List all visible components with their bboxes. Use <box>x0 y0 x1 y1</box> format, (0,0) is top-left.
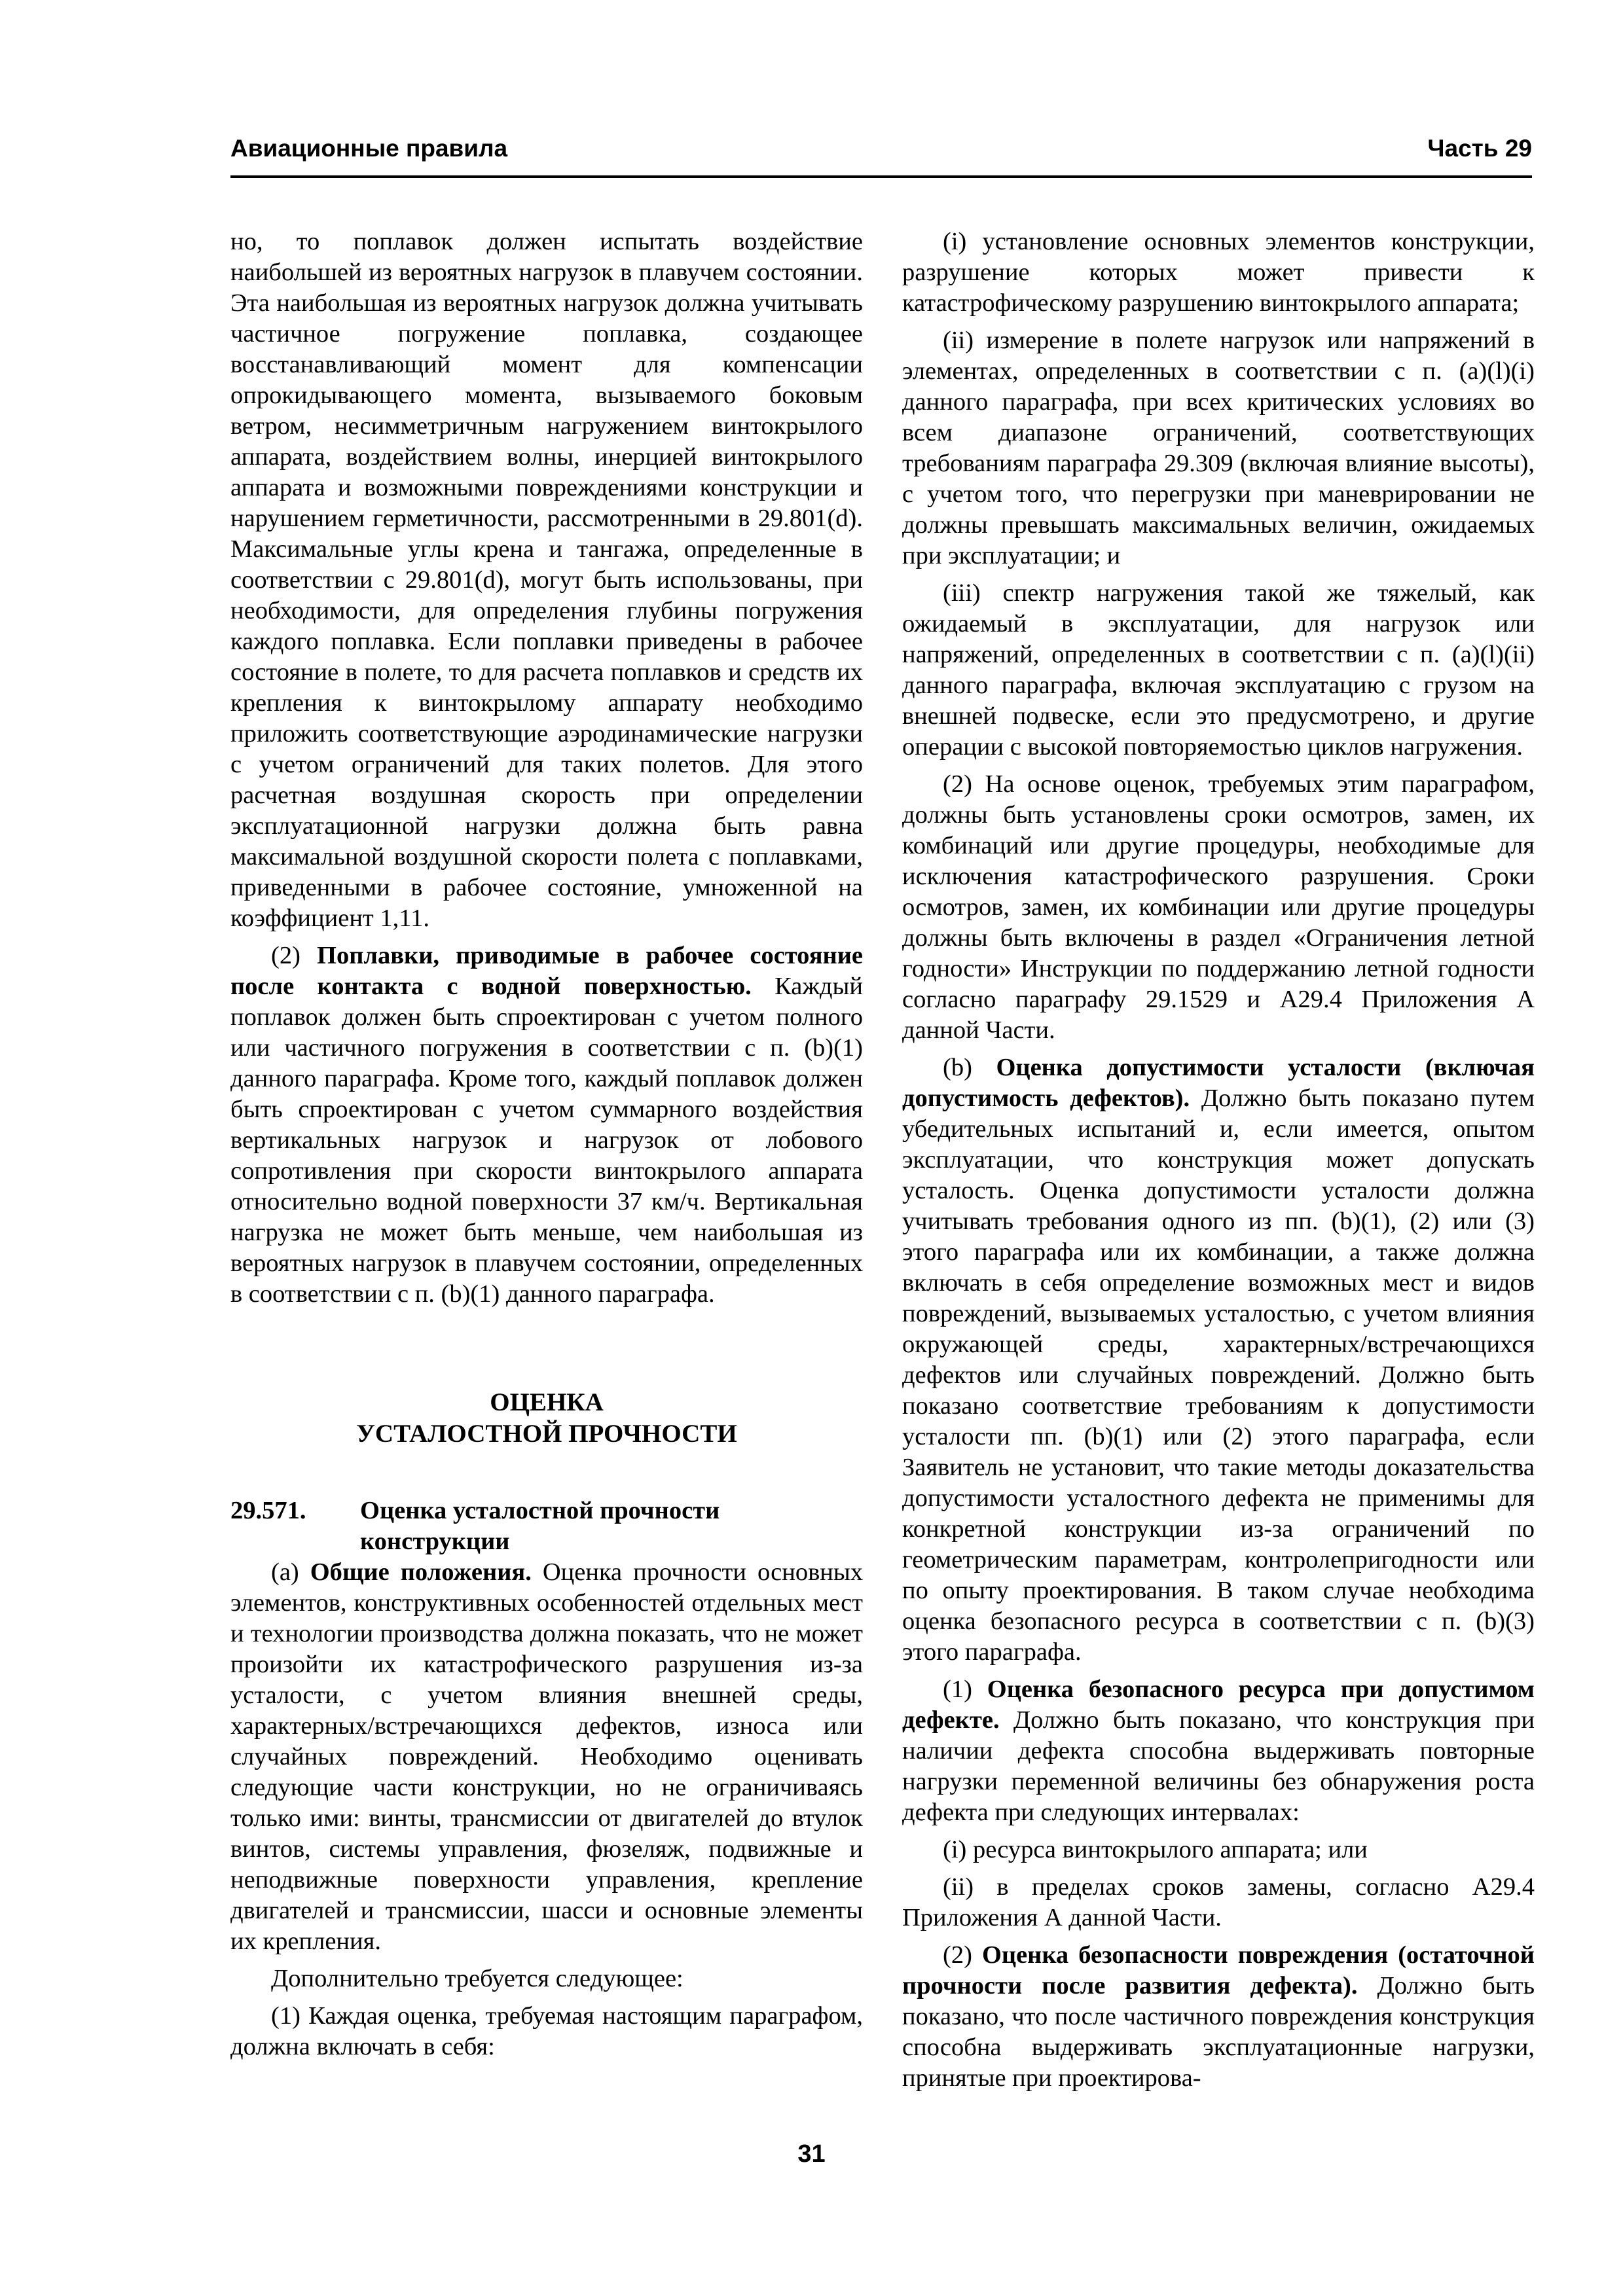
paragraph-title: Оценка усталостной прочности конструкции <box>360 1497 720 1555</box>
paragraph: (2) На основе оценок, требуемых этим параграфом, должны быть установлены сроки осмотров, замен, их комбинаций или другие процедуры, необходимые для исключения катастрофического разрушения. Сроки осмотров, замен, их комбинации или другие процедуры должны быть включены в раздел «Ограничения летной годности» Инструкции по поддержанию летной годности согласно параграфу 29.1529 и А29.4 Приложения А данной Части. <box>902 770 1535 1044</box>
header-rule <box>230 175 1532 178</box>
left-column <box>230 226 863 2069</box>
section-heading-line: ОЦЕНКА <box>490 1388 604 1416</box>
paragraph: но, то поплавок должен испытать воздействие наибольшей из вероятных нагрузок в плавучем состоянии. Эта наибольшая из вероятных нагрузок должна учитывать частичное погружение поплавка, создающее восстанавливающий момент для компенсации опрокидывающего момента, вызываемого боковым ветром, несимметричным нагружением винтокрылого аппарата, воздействием волны, инерцией винтокрылого аппарата и возможными повреждениями конструкции и нарушением герметичности, рассмотренными в 29.801(d). Максимальные углы крена и тангажа, определенные в соответствии с 29.801(d), могут быть использованы, при необходимости, для определения глубины погружения каждого поплавка. Если поплавки приведены в рабочее состояние в полете, то для расчета поплавков и средств их крепления к винтокрылому аппарату необходимо приложить соответствующие аэродинамические нагрузки с учетом ограничений для таких полетов. Для этого расчетная воздушная скорость при определении эксплуатационной нагрузки должна быть равна максимальной воздушной скорости полета с поплавками, приведенными в рабочее состояние, умноженной на коэффициент 1,11. <box>230 228 863 932</box>
paragraph: (ii) в пределах сроков замены, согласно А29.4 Приложения А данной Части. <box>902 1873 1535 1931</box>
section-heading-line: УСТАЛОСТНОЙ ПРОЧНОСТИ <box>356 1420 737 1448</box>
item-text: Оценка прочности основных элементов, конструктивных особенностей отдельных мест и технологии производства должна показать, что не может произойти их катастрофического разрушения из-за усталости, с учетом влияния внешней среды, характерных/встречающихся дефектов, износа или случайных повреждений. Необходимо оценивать следующие части конструкции, но не ограничиваясь только ими: винты, трансмиссии от двигателей до втулок винтов, системы управления, фюзеляж, подвижные и неподвижные поверхности управления, крепление двигателей и трансмиссии, шасси и основные элементы их крепления. <box>230 1558 863 1955</box>
item-number: (а) <box>271 1558 310 1586</box>
item-heading: Общие положения. <box>310 1558 532 1586</box>
paragraph <box>902 1674 1535 1828</box>
paragraph: (i) установление основных элементов конструкции, разрушение которых может привести к катастрофическому разрушению винтокрылого аппарата; <box>902 228 1535 317</box>
paragraph: Дополнительно требуется следующее: <box>271 1965 684 1992</box>
item-number: (b) <box>943 1054 996 1081</box>
paragraph <box>230 941 863 1310</box>
item-heading: Оценка безопасного ресурса при допустимом дефекте. <box>902 1676 1535 1734</box>
paragraph: (1) Каждая оценка, требуемая настоящим параграфом, должна включать в себя: <box>230 2002 863 2060</box>
paragraph <box>902 1052 1535 1668</box>
item-number: (1) <box>943 1676 987 1703</box>
item-heading: Оценка безопасности повреждения (остаточной прочности после развития дефекта). <box>902 1941 1535 2000</box>
paragraph: (i) ресурса винтокрылого аппарата; или <box>943 1836 1368 1863</box>
header-title: Авиационные правила <box>230 135 508 162</box>
item-text: Каждый поплавок должен быть спроектирован с учетом полного или частичного погружения в соответствии с п. (b)(1) данного параграфа. Кроме того, каждый поплавок должен быть спроектирован с учетом суммарного воздействия вертикальных нагрузок и нагрузок от лобового сопротивления при скорости винтокрылого аппарата относительно водной поверхности 37 км/ч. Вертикальная нагрузка не может быть меньше, чем наибольшая из вероятных нагрузок в плавучем состоянии, определенных в соответствии с п. (b)(1) данного параграфа. <box>230 973 863 1308</box>
item-heading: Поплавки, приводимые в рабочее состояние после контакта с водной поверхностью. <box>230 942 863 1000</box>
paragraph <box>230 1557 863 1957</box>
paragraph: (ii) измерение в полете нагрузок или напряжений в элементах, определенных в соответствии с п. (а)(l)(i) данного параграфа, при всех критических условиях во всем диапазоне ограничений, соответствующих требованиям параграфа 29.309 (включая влияние высоты), с учетом того, что перегрузки при маневрировании не должны превышать максимальных величин, ожидаемых при эксплуатации; и <box>902 327 1535 569</box>
item-text: Должно быть показано, что после частичного повреждения конструкция способна выдерживать эксплуатационные нагрузки, принятые при проектирова- <box>902 1972 1535 2092</box>
item-number: (2) <box>943 1941 982 1969</box>
item-text: Должно быть показано, что конструкция при наличии дефекта способна выдерживать повторные нагрузки переменной величины без обнаружения роста дефекта при следующих интервалах: <box>902 1706 1535 1826</box>
page-number: 31 <box>797 2140 826 2168</box>
item-text: Должно быть показано путем убедительных испытаний и, если имеется, опытом эксплуатации, что конструкция может допускать усталость. Оценка допустимости усталости должна учитывать требования одного из пп. (b)(1), (2) или (3) этого параграфа или их комбинации, а также должна включать в себя определение возможных мест и видов повреждений, вызываемых усталостью, с учетом влияния окружающей среды, характерных/встречающихся дефектов или случайных повреждений. Должно быть показано соответствие требованиям к допустимости усталости пп. (b)(1) или (2) этого параграфа, если Заявитель не установит, что такие методы доказательства допустимости усталостного дефекта не применимы для конкретной конструкции из-за ограничений по геометрическим параметрам, контролепригодности или по опыту проектирования. В таком случае необходима оценка безопасного ресурса в соответствии с п. (b)(3) этого параграфа. <box>902 1085 1535 1666</box>
paragraph-number: 29.571. <box>230 1497 306 1524</box>
item-number: (2) <box>271 942 318 969</box>
right-column <box>902 226 1535 2100</box>
paragraph <box>902 1940 1535 2094</box>
section-heading <box>230 1387 863 1450</box>
paragraph-heading <box>230 1496 863 1557</box>
item-heading: Оценка допустимости усталости (включая допустимость дефектов). <box>902 1054 1535 1112</box>
paragraph: (iii) спектр нагружения такой же тяжелый, как ожидаемый в эксплуатации, для нагрузок или напряжений, определенных в соответствии с п. (а)(l)(ii) данного параграфа, включая эксплуатацию с грузом на внешней подвеске, если это предусмотрено, и другие операции с высокой повторяемостью циклов нагружения. <box>902 579 1535 761</box>
header-part: Часть 29 <box>1427 135 1532 162</box>
